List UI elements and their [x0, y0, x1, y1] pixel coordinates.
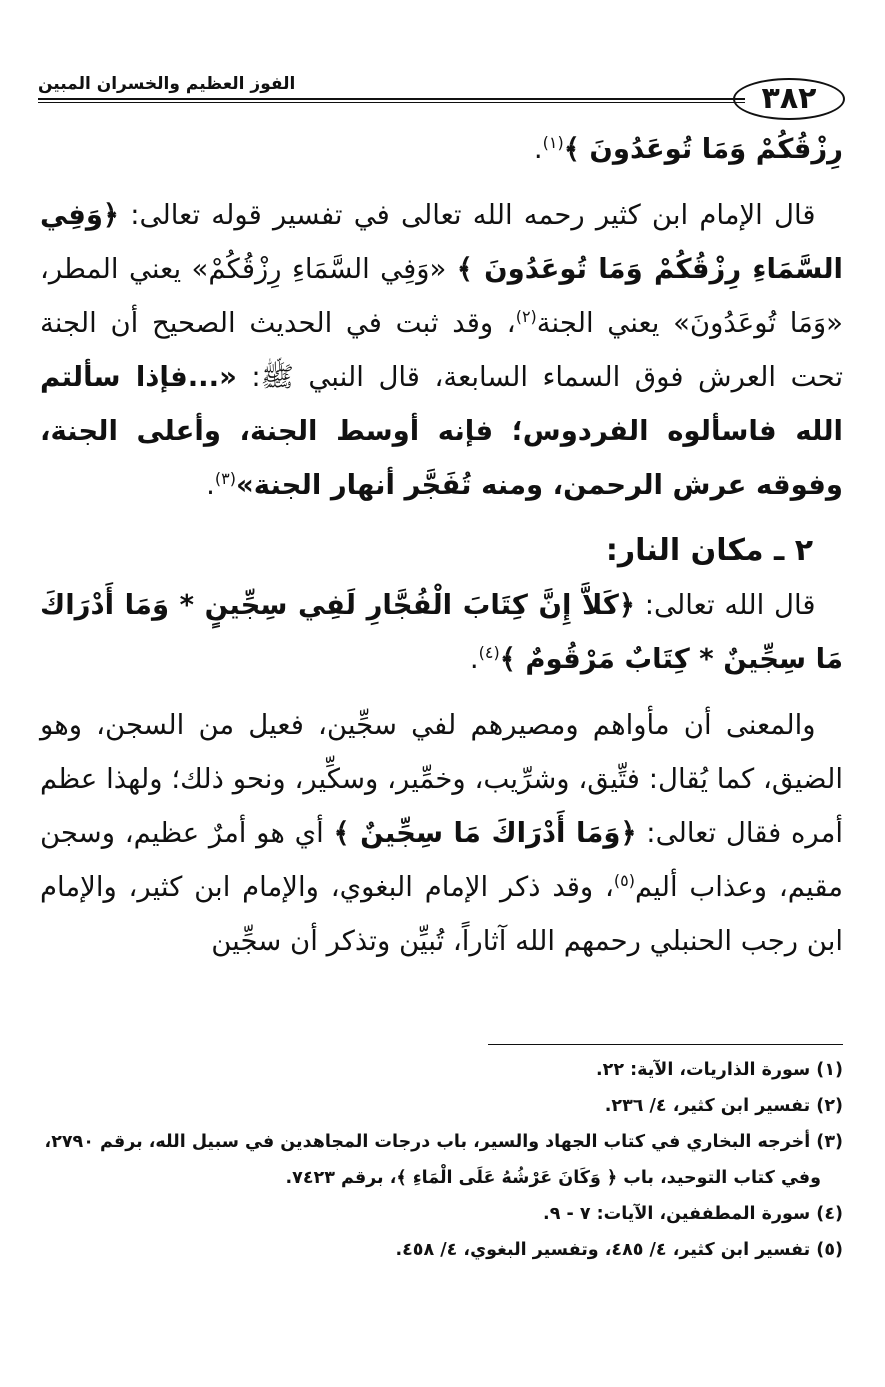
footnote-ref-5: (٥): [613, 870, 635, 890]
paragraph-continuation: [40, 122, 843, 176]
text-run: قال الإمام ابن كثير رحمه الله تعالى في تفسير قوله تعالى:: [119, 199, 816, 231]
text-run: أي هو أمرٌ عظيم، وسجن مقيم، وعذاب أليم: [40, 817, 843, 903]
footnote-ref-1: (١): [542, 132, 564, 152]
header-rule: [38, 98, 745, 100]
page-header: [38, 70, 845, 120]
footnote-separator: [488, 1044, 843, 1045]
quran-verse: ﴿وَفِي السَّمَاءِ رِزْقُكُمْ وَمَا تُوعَدُونَ ﴾: [40, 199, 843, 285]
footnote-item-continuation: وفي كتاب التوحيد، باب ﴿ وَكَانَ عَرْشُهُ عَلَى الْمَاءِ ﴾، برقم ٧٤٢٣.: [285, 1168, 821, 1188]
quran-verse: ﴿كَلاَّ إِنَّ كِتَابَ الْفُجَّارِ لَفِي سِجِّينٍ * وَمَا أَدْرَاكَ مَا سِجِّينٌ * كِتَابٌ مَرْقُومٌ ﴾: [40, 589, 843, 675]
paragraph-quran-hell: [40, 578, 843, 686]
footnote-item: (١) سورة الذاريات، الآية: ٢٢.: [595, 1060, 843, 1080]
hadith-quote: «...فإذا سألتم الله فاسألوه الفردوس؛ فإنه أوسط الجنة، وأعلى الجنة، وفوقه عرش الرحمن، ومنه تُفَجَّر أنهار الجنة»: [40, 361, 843, 501]
paragraph-sijjin: [40, 698, 843, 968]
footnote-ref-3: (٣): [214, 468, 236, 488]
footnote-item: (٥) تفسير ابن كثير، ٤/ ٤٨٥، وتفسير البغوي، ٤/ ٤٥٨.: [395, 1240, 843, 1260]
header-rule-thin: [38, 102, 745, 103]
quran-verse: رِزْقُكُمْ وَمَا تُوعَدُونَ ﴾: [563, 133, 843, 165]
footnotes: [38, 1052, 843, 1268]
quran-verse: ﴿وَمَا أَدْرَاكَ مَا سِجِّينٌ ﴾: [333, 817, 637, 849]
text-run: والمعنى أن مأواهم ومصيرهم لفي سجِّين، فعيل من السجن، وهو الضيق، كما يُقال: فتِّيق، وشرِّيب، وخمِّير، وسكِّير، ونحو ذلك؛ ولهذا عظم أمره فقال تعالى:: [40, 709, 843, 849]
paragraph-ibn-kathir: [40, 188, 843, 512]
footnote-ref-2: (٢): [515, 306, 537, 326]
running-title: الفوز العظيم والخسران المبين: [38, 74, 296, 94]
footnote-item: (٤) سورة المطففين، الآيات: ٧ - ٩.: [543, 1204, 843, 1224]
punctuation: .: [533, 133, 543, 165]
footnote-ref-4: (٤): [478, 642, 500, 662]
section-heading-text: ٢ ـ مكان النار:: [605, 533, 813, 568]
footnote-item: (٢) تفسير ابن كثير، ٤/ ٢٣٦.: [604, 1096, 843, 1116]
text-run: قال الله تعالى:: [634, 589, 816, 621]
punctuation: .: [469, 643, 479, 675]
page-number: ٣٨٢: [733, 78, 845, 120]
punctuation: .: [206, 469, 215, 501]
text-run: «وَفِي السَّمَاءِ رِزْقُكُمْ» يعني المطر، «وَمَا تُوعَدُونَ» يعني الجنة: [40, 253, 843, 339]
text-run: ، وقد ذكر الإمام البغوي، والإمام ابن كثير، والإمام ابن رجب الحنبلي رحمهم الله آثاراً، تُبيِّن وتذكر أن سجِّين: [40, 871, 843, 957]
main-text: [40, 122, 843, 968]
section-heading: [40, 524, 843, 578]
footnote-item: (٣) أخرجه البخاري في كتاب الجهاد والسير، باب درجات المجاهدين في سبيل الله، برقم ٢٧٩٠،: [44, 1132, 843, 1152]
text-run: ، وقد ثبت في الحديث الصحيح أن الجنة تحت العرش فوق السماء السابعة، قال النبي ﷺ:: [40, 307, 843, 393]
